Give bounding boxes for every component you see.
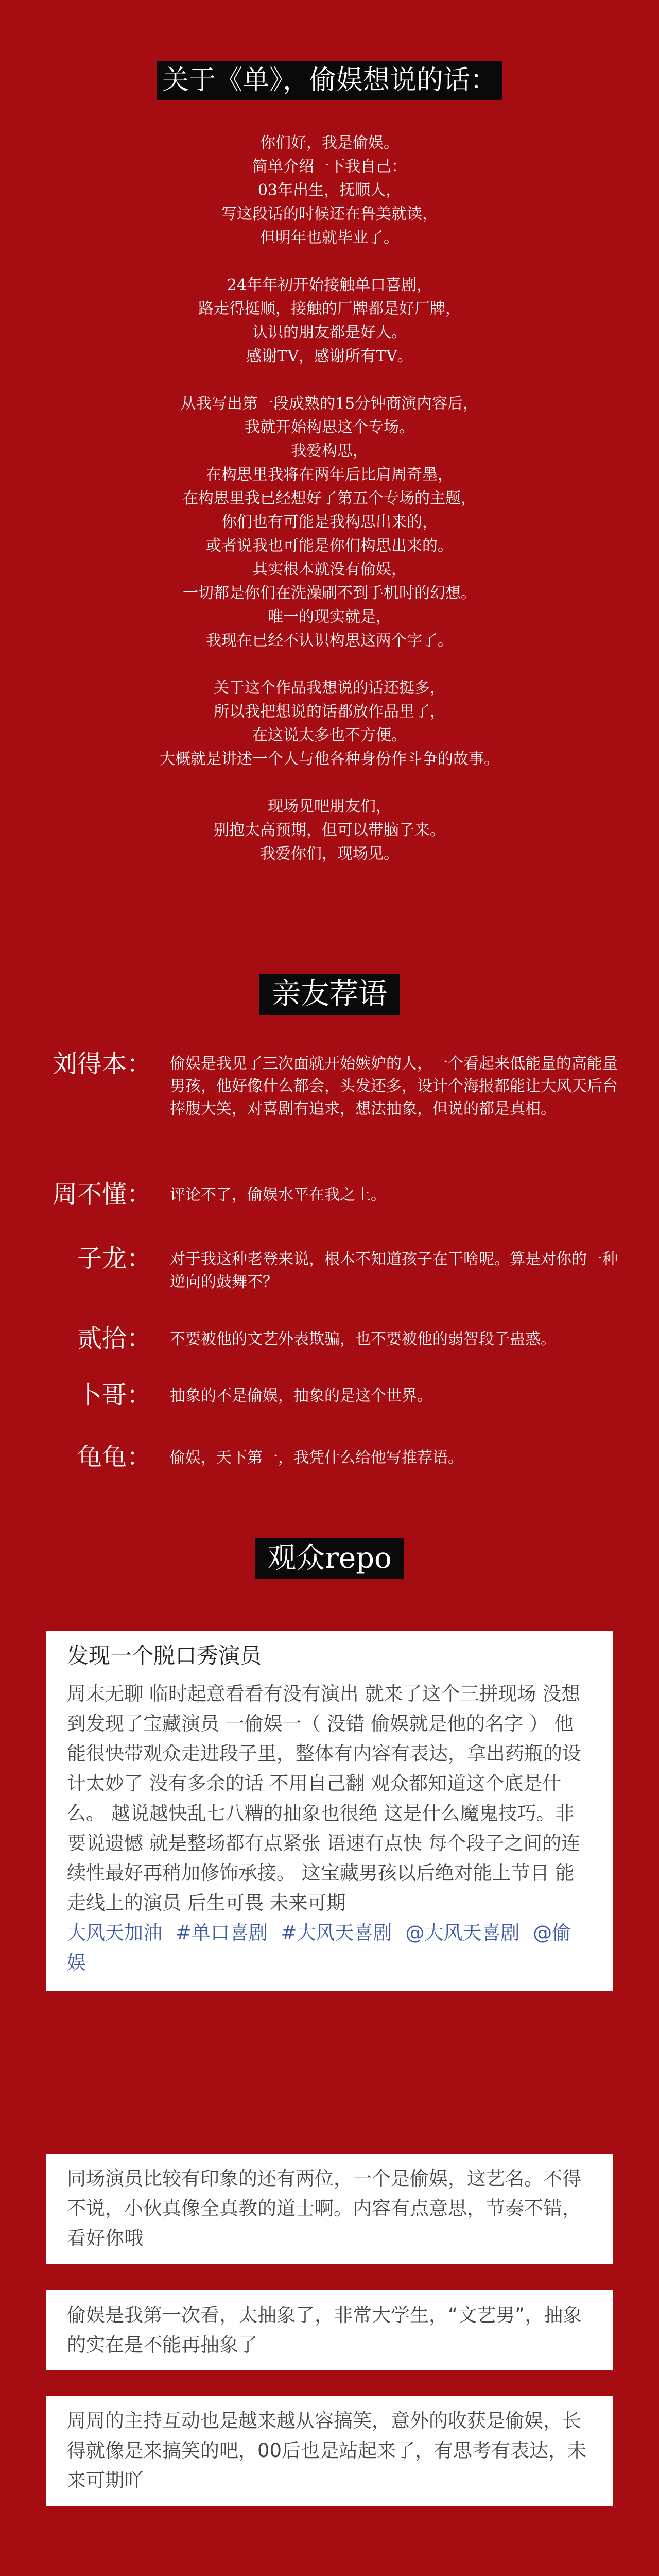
intro-line: 03年出生，抚顺人， bbox=[257, 181, 402, 199]
recommender-name: 贰拾： bbox=[77, 1324, 151, 1353]
review-text: 偷娱是我第一次看，太抽象了，非常大学生，“文艺男”，抽象的实在是不能再抽象了 bbox=[67, 2304, 582, 2356]
recommendation-quote: 偷娱是我见了三次面就开始嫉妒的人，一个看起来低能量的高能量男孩，他好像什么都会，头发还多，设计个海报都能让大风天后台捧腹大笑，对喜剧有追求，想法抽象，但说的都是真相。 bbox=[170, 1055, 618, 1118]
review-tag[interactable]: #单口喜剧 bbox=[175, 1922, 268, 1944]
intro-line: 感谢TV，感谢所有TV。 bbox=[246, 347, 413, 365]
review-card bbox=[46, 2396, 613, 2506]
intro-line: 或者说我也可能是你们构思出来的。 bbox=[206, 537, 453, 555]
review-tag[interactable]: @大风天喜剧 bbox=[405, 1922, 520, 1944]
recommender-name: 子龙： bbox=[77, 1244, 151, 1273]
recommendation-quote: 对于我这种老登来说，根本不知道孩子在干啥呢。算是对你的一种逆向的鼓舞不？ bbox=[170, 1250, 618, 1291]
intro-line: 别抱太高预期，但可以带脑子来。 bbox=[214, 821, 445, 839]
intro-line: 24年年初开始接触单口喜剧， bbox=[227, 276, 432, 294]
recommendations-heading: 亲友荐语 bbox=[259, 974, 400, 1015]
intro-text bbox=[0, 131, 659, 866]
intro-line: 在构思里我已经想好了第五个专场的主题， bbox=[183, 489, 476, 507]
repo-heading: 观众repo bbox=[255, 1538, 404, 1579]
intro-line: 我爱构思， bbox=[291, 442, 368, 460]
review-card bbox=[46, 2290, 613, 2370]
intro-line: 从我写出第一段成熟的15分钟商演内容后， bbox=[180, 395, 479, 413]
intro-line: 在构思里我将在两年后比肩周奇墨， bbox=[206, 466, 453, 484]
recommender-name: 卜哥： bbox=[77, 1381, 151, 1410]
intro-line: 我就开始构思这个专场。 bbox=[245, 418, 414, 436]
intro-line: 现场见吧朋友们， bbox=[268, 798, 391, 816]
intro-line: 关于这个作品我想说的话还挺多， bbox=[214, 679, 445, 697]
review-tags bbox=[67, 1918, 592, 1978]
recommendation-quote: 不要被他的文艺外表欺骗，也不要被他的弱智段子蛊惑。 bbox=[170, 1330, 556, 1348]
review-text: 周末无聊 临时起意看看有没有演出 就来了这个三拼现场 没想到发现了宝藏演员 一偷娱一（ 没错 偷娱就是他的名字 ） 他能很快带观众走进段子里，整体有内容有表达，拿出药瓶的设计太妙了 没有多余的话 不用自己翻 观众都知道这个底是什么。 越说越快乱七八糟的抽象也很绝 这是什么魔鬼技巧。非要说遗憾 就是整场都有点紧张 语速有点快 每个段子之间的连续性最好再稍加修饰承接。 这宝藏男孩以后绝对能上节目 能走线上的演员 后生可畏 未来可期 bbox=[67, 1683, 581, 1914]
intro-line: 所以我把想说的话都放作品里了， bbox=[214, 703, 445, 721]
intro-line: 简单介绍一下我自己： bbox=[252, 158, 407, 176]
review-title: 发现一个脱口秀演员 bbox=[67, 1643, 262, 1668]
review-card bbox=[46, 2154, 613, 2264]
intro-line: 我爱你们，现场见。 bbox=[260, 845, 399, 863]
review-tag[interactable]: #大风天喜剧 bbox=[281, 1922, 392, 1944]
recommendation-quote: 抽象的不是偷娱，抽象的是这个世界。 bbox=[170, 1387, 432, 1405]
intro-line: 一切都是你们在洗澡刷不到手机时的幻想。 bbox=[183, 584, 476, 602]
intro-line: 你们好，我是偷娱。 bbox=[260, 134, 399, 152]
review-tag[interactable]: @偷娱 bbox=[67, 1922, 571, 1974]
intro-heading: 关于《单》，偷娱想说的话： bbox=[157, 61, 502, 100]
review-card bbox=[46, 1631, 613, 1991]
intro-line: 路走得挺顺，接触的厂牌都是好厂牌， bbox=[198, 300, 461, 318]
intro-line: 其实根本就没有偷娱， bbox=[252, 561, 407, 579]
recommender-name: 周不懂： bbox=[52, 1180, 151, 1209]
intro-line: 大概就是讲述一个人与他各种身份作斗争的故事。 bbox=[160, 750, 499, 768]
intro-line: 我现在已经不认识构思这两个字了。 bbox=[206, 632, 453, 650]
intro-line: 唯一的现实就是， bbox=[268, 608, 391, 626]
intro-line: 认识的朋友都是好人。 bbox=[252, 324, 407, 342]
intro-line: 写这段话的时候还在鲁美就读， bbox=[221, 205, 438, 223]
recommender-name: 刘得本： bbox=[52, 1049, 151, 1078]
recommendation-quote: 评论不了，偷娱水平在我之上。 bbox=[170, 1186, 386, 1204]
review-tag[interactable]: 大风天加油 bbox=[67, 1922, 162, 1944]
recommendation-quote: 偷娱，天下第一，我凭什么给他写推荐语。 bbox=[170, 1449, 463, 1467]
intro-line: 在这说太多也不方便。 bbox=[252, 726, 407, 744]
recommender-name: 龟龟： bbox=[77, 1443, 151, 1471]
review-text: 周周的主持互动也是越来越从容搞笑，意外的收获是偷娱，长得就像是来搞笑的吧，00后也是站起来了，有思考有表达，未来可期吖 bbox=[67, 2410, 587, 2492]
review-text: 同场演员比较有印象的还有两位，一个是偷娱，这艺名。不得不说，小伙真像全真教的道士啊。内容有点意思，节奏不错，看好你哦 bbox=[67, 2167, 581, 2249]
intro-line: 你们也有可能是我构思出来的， bbox=[221, 513, 438, 531]
intro-line: 但明年也就毕业了。 bbox=[260, 229, 399, 247]
